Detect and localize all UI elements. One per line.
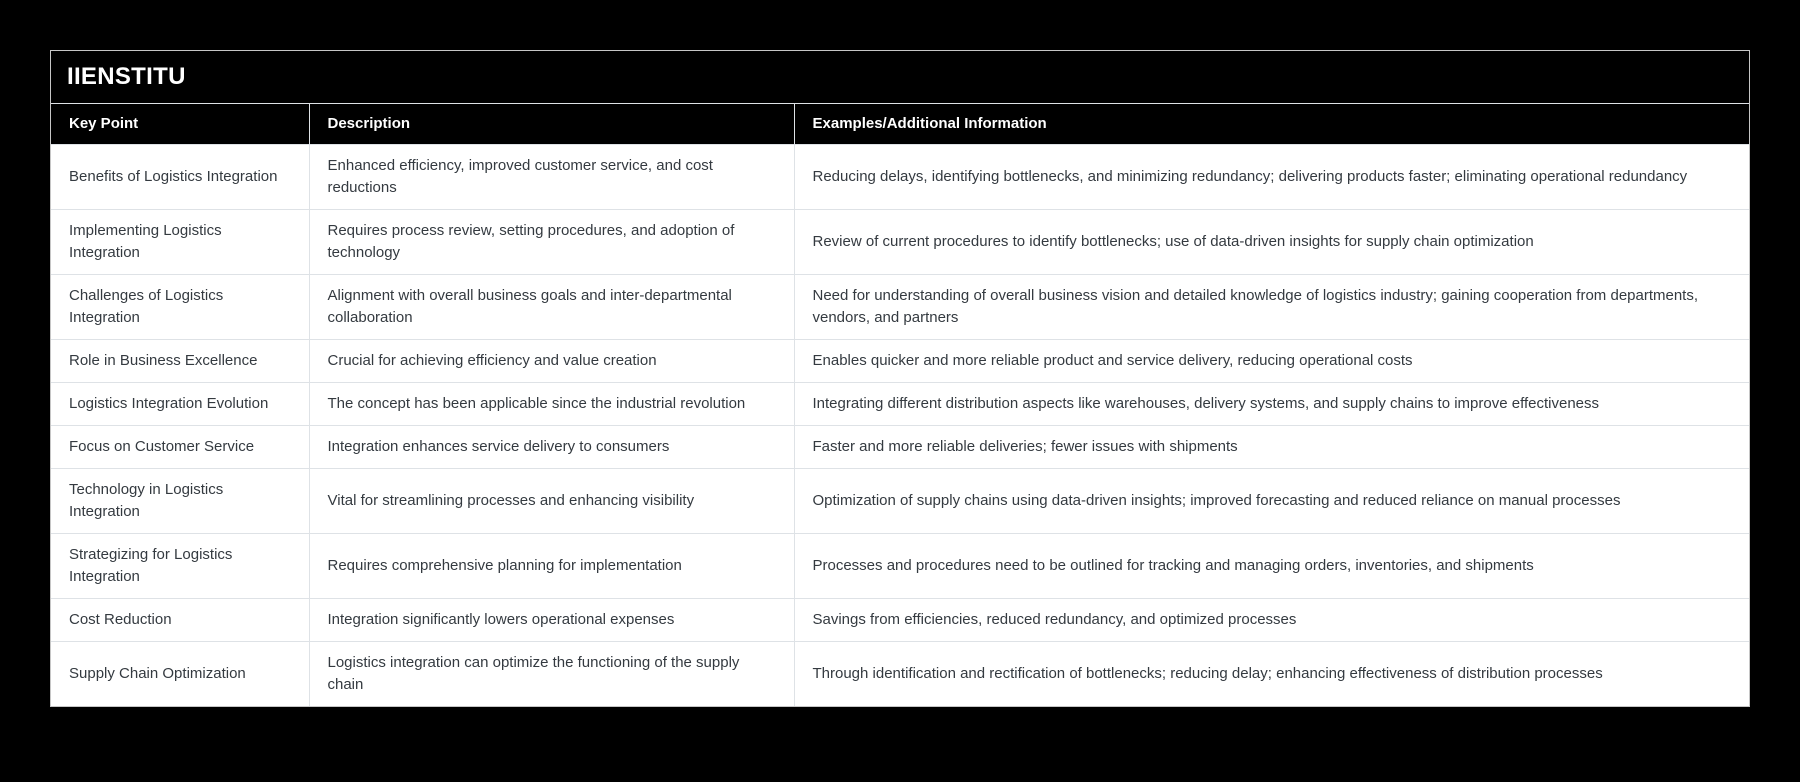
description-cell: Alignment with overall business goals and inter-departmental collaboration (309, 275, 794, 340)
table-row (51, 145, 1749, 210)
key-point-cell: Technology in Logistics Integration (51, 469, 309, 534)
description-cell: Requires process review, setting procedures, and adoption of technology (309, 210, 794, 275)
examples-cell: Savings from efficiencies, reduced redundancy, and optimized processes (794, 599, 1749, 642)
key-point-cell: Cost Reduction (51, 599, 309, 642)
examples-cell: Integrating different distribution aspects like warehouses, delivery systems, and supply chains to improve effectiveness (794, 383, 1749, 426)
examples-cell: Faster and more reliable deliveries; fewer issues with shipments (794, 426, 1749, 469)
key-point-cell: Challenges of Logistics Integration (51, 275, 309, 340)
examples-cell: Reducing delays, identifying bottlenecks, and minimizing redundancy; delivering products faster; eliminating operational redundancy (794, 145, 1749, 210)
column-header-examples: Examples/Additional Information (794, 104, 1749, 145)
examples-cell: Optimization of supply chains using data-driven insights; improved forecasting and reduced reliance on manual processes (794, 469, 1749, 534)
examples-cell: Review of current procedures to identify bottlenecks; use of data-driven insights for supply chain optimization (794, 210, 1749, 275)
examples-cell: Through identification and rectification of bottlenecks; reducing delay; enhancing effectiveness of distribution processes (794, 642, 1749, 707)
description-cell: Enhanced efficiency, improved customer service, and cost reductions (309, 145, 794, 210)
description-cell: The concept has been applicable since the industrial revolution (309, 383, 794, 426)
table-row (51, 426, 1749, 469)
key-point-cell: Implementing Logistics Integration (51, 210, 309, 275)
description-cell: Vital for streamlining processes and enhancing visibility (309, 469, 794, 534)
column-header-description: Description (309, 104, 794, 145)
table-row (51, 642, 1749, 707)
description-cell: Integration enhances service delivery to consumers (309, 426, 794, 469)
table-header-row (51, 104, 1749, 145)
title-bar (51, 51, 1749, 104)
key-point-cell: Role in Business Excellence (51, 340, 309, 383)
key-point-cell: Supply Chain Optimization (51, 642, 309, 707)
key-point-cell: Strategizing for Logistics Integration (51, 534, 309, 599)
logistics-integration-table (51, 104, 1749, 706)
description-cell: Logistics integration can optimize the functioning of the supply chain (309, 642, 794, 707)
table-row (51, 275, 1749, 340)
description-cell: Requires comprehensive planning for implementation (309, 534, 794, 599)
table-row (51, 340, 1749, 383)
examples-cell: Enables quicker and more reliable product and service delivery, reducing operational costs (794, 340, 1749, 383)
table-row (51, 469, 1749, 534)
column-header-key-point: Key Point (51, 104, 309, 145)
key-point-cell: Focus on Customer Service (51, 426, 309, 469)
table-card (50, 50, 1750, 707)
examples-cell: Need for understanding of overall business vision and detailed knowledge of logistics industry; gaining cooperation from departments, vendors, and partners (794, 275, 1749, 340)
table-row (51, 210, 1749, 275)
table-row (51, 383, 1749, 426)
description-cell: Crucial for achieving efficiency and value creation (309, 340, 794, 383)
table-row (51, 599, 1749, 642)
key-point-cell: Benefits of Logistics Integration (51, 145, 309, 210)
key-point-cell: Logistics Integration Evolution (51, 383, 309, 426)
table-row (51, 534, 1749, 599)
examples-cell: Processes and procedures need to be outlined for tracking and managing orders, inventories, and shipments (794, 534, 1749, 599)
page-title: IIENSTITU (67, 63, 186, 90)
description-cell: Integration significantly lowers operational expenses (309, 599, 794, 642)
